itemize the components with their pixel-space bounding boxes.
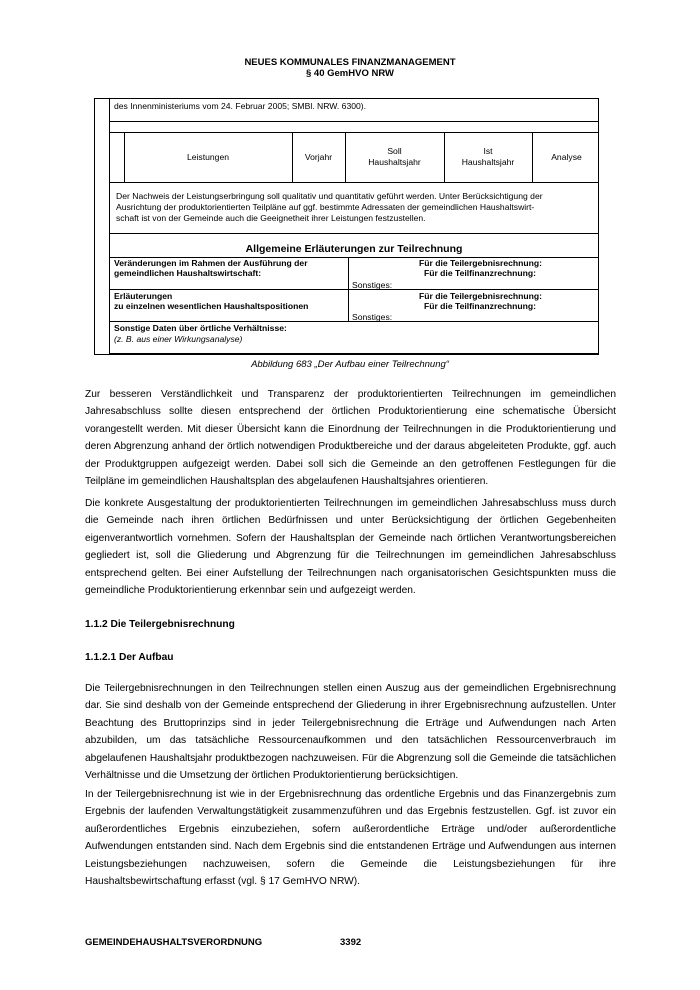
- col-header-soll-sub: Haushaltsjahr: [368, 157, 421, 167]
- page-number: 3392: [340, 937, 362, 948]
- col-header-analyse: Analyse: [551, 152, 582, 162]
- section-heading: 1.1.2 Die Teilergebnisrechnung: [85, 619, 235, 630]
- nachweis-line: schaft ist von der Gemeinde auch die Geeignetheit ihrer Leistungen festzustellen.: [116, 213, 426, 223]
- section-title: Allgemeine Erläuterungen zur Teilrechnung: [245, 243, 463, 255]
- nachweis-line: Der Nachweis der Leistungserbringung soll qualitativ und quantitativ geführt werden. Unter Berücksichtigung der: [116, 191, 543, 201]
- footer-title: GEMEINDEHAUSHALTSVERORDNUNG: [85, 937, 263, 948]
- block2-right: Für die Teilfinanzrechnung:: [423, 301, 536, 311]
- paragraph: Die Teilergebnisrechnungen in den Teilrechnungen stellen einen Auszug aus der gemeindlichen Ergebnisrechnung dar. Sie sind deshalb von der Gemeinde entsprechend der Gliederung in ihrer Ergebnisrechnung aufzustellen. Unter Beachtung des Bruttoprinzips sind in jeder Teilergebnisrechnung die Erträge und Aufwendungen nach Arten abzubilden, um das tatsächliche Ressourcenaufkommen und den tatsächlichen Ressourcenverbrauch im abgelaufenen Haushaltsjahr produktbezogen nachzuweisen. Für die Abgrenzung soll die Gemeinde die tatsächlichen Verhältnisse und die Umsetzung der örtlichen Produktorientierung berücksichtigen.: [85, 683, 616, 782]
- block3-title: Sonstige Daten über örtliche Verhältnisse:: [114, 323, 287, 333]
- block2-left: zu einzelnen wesentlichen Haushaltspositionen: [114, 301, 309, 311]
- figure-top-text: des Innenministeriums vom 24. Februar 2005; SMBl. NRW. 6300).: [114, 101, 367, 111]
- block1-right: Für die Teilergebnisrechnung:: [418, 258, 542, 268]
- block2-left: Erläuterungen: [114, 291, 173, 301]
- divider: [110, 121, 598, 122]
- header-title: NEUES KOMMUNALES FINANZMANAGEMENT: [244, 57, 456, 68]
- paragraph: Zur besseren Verständlichkeit und Transparenz der produktorientierten Teilrechnungen im gemeindlichen Jahresabschluss sollte diesen entsprechend der örtlichen Produktorientierung eine schematische Übersicht vorangestellt werden. Mit dieser Übersicht kann die Einordnung der Teilrechnungen in die Produktorientierung und deren Abgrenzung anhand der örtlich notwendigen Produktbereiche und der daraus abgeleiteten Produkte, ggf. auch der Produktgruppen aufgezeigt werden. Dabei soll sich die Gemeinde an den getroffenen Festlegungen für die Teilpläne im gemeindlichen Haushaltsplan des abgelaufenen Haushaltsjahres orientieren.: [85, 389, 616, 488]
- col-header-ist: Ist: [483, 146, 493, 156]
- block2-right: Für die Teilergebnisrechnung:: [418, 291, 542, 301]
- divider: [110, 289, 598, 290]
- divider: [110, 182, 598, 183]
- col-header-leistungen: Leistungen: [186, 152, 230, 162]
- subsection-heading: 1.1.2.1 Der Aufbau: [85, 652, 174, 663]
- figure-table: [94, 98, 599, 355]
- col-header-ist-sub: Haushaltsjahr: [461, 157, 515, 167]
- col-header-soll: Soll: [387, 146, 402, 156]
- block2-right: Sonstiges:: [352, 312, 393, 322]
- nachweis-line: Ausrichtung der produktorientierten Teilpläne auf ggf. bestimmte Adressaten der gemeindlichen Haushaltswirt-: [116, 202, 535, 212]
- block1-left: Veränderungen im Rahmen der Ausführung der: [114, 258, 308, 268]
- figure-inner-frame: [109, 99, 598, 354]
- paragraph: In der Teilergebnisrechnung ist wie in der Ergebnisrechnung das ordentliche Ergebnis und das Finanzergebnis zum Ergebnis der laufenden Verwaltungstätigkeit zusammenzuführen und das Ergebnis festzustellen. Ggf. ist zuvor ein außerordentliches Ergebnis einzubeziehen, sofern außerordentliche Erträge und/oder außerordentliche Aufwendungen entstanden sind. Nach dem Ergebnis sind die entstandenen Erträge und Aufwendungen aus internen Leistungsbeziehungen nachzuweisen, sofern die Gemeinde die Leistungsbeziehungen für ihre Haushaltsbewirtschaftung erfasst (vgl. § 17 GemHVO NRW).: [85, 789, 616, 888]
- divider: [110, 132, 598, 133]
- header-paragraph: § 40 GemHVO NRW: [306, 68, 394, 79]
- divider: [110, 233, 598, 234]
- divider: [110, 321, 598, 322]
- col-header-vorjahr: Vorjahr: [304, 152, 333, 162]
- block1-right: Sonstiges:: [352, 280, 393, 290]
- block1-right: Für die Teilfinanzrechnung:: [423, 268, 536, 278]
- paragraph: Die konkrete Ausgestaltung der produktorientierten Teilrechnungen im gemeindlichen Jahresabschluss muss durch die Gemeinde nach ihren örtlichen Bedürfnissen und unter Berücksichtigung der örtlichen Gegebenheiten eigenverantwortlich vornehmen. Sofern der Haushaltsplan der Gemeinde nach örtlichen Verantwortungsbereichen gegliedert ist, soll die Gliederung und Abgrenzung für die Teilrechnungen im gemeindlichen Jahresabschluss entsprechend gelten. Bei einer Aufstellung der Teilrechnungen nach organisatorischen Gesichtspunkten muss die gemeindliche Produktorientierung erkennbar sein und aufgezeigt werden.: [85, 498, 616, 597]
- block1-left: gemeindlichen Haushaltswirtschaft:: [114, 268, 262, 278]
- block3-note: (z. B. aus einer Wirkungsanalyse): [114, 334, 243, 344]
- figure-caption: Abbildung 683 „Der Aufbau einer Teilrechnung“: [251, 359, 449, 370]
